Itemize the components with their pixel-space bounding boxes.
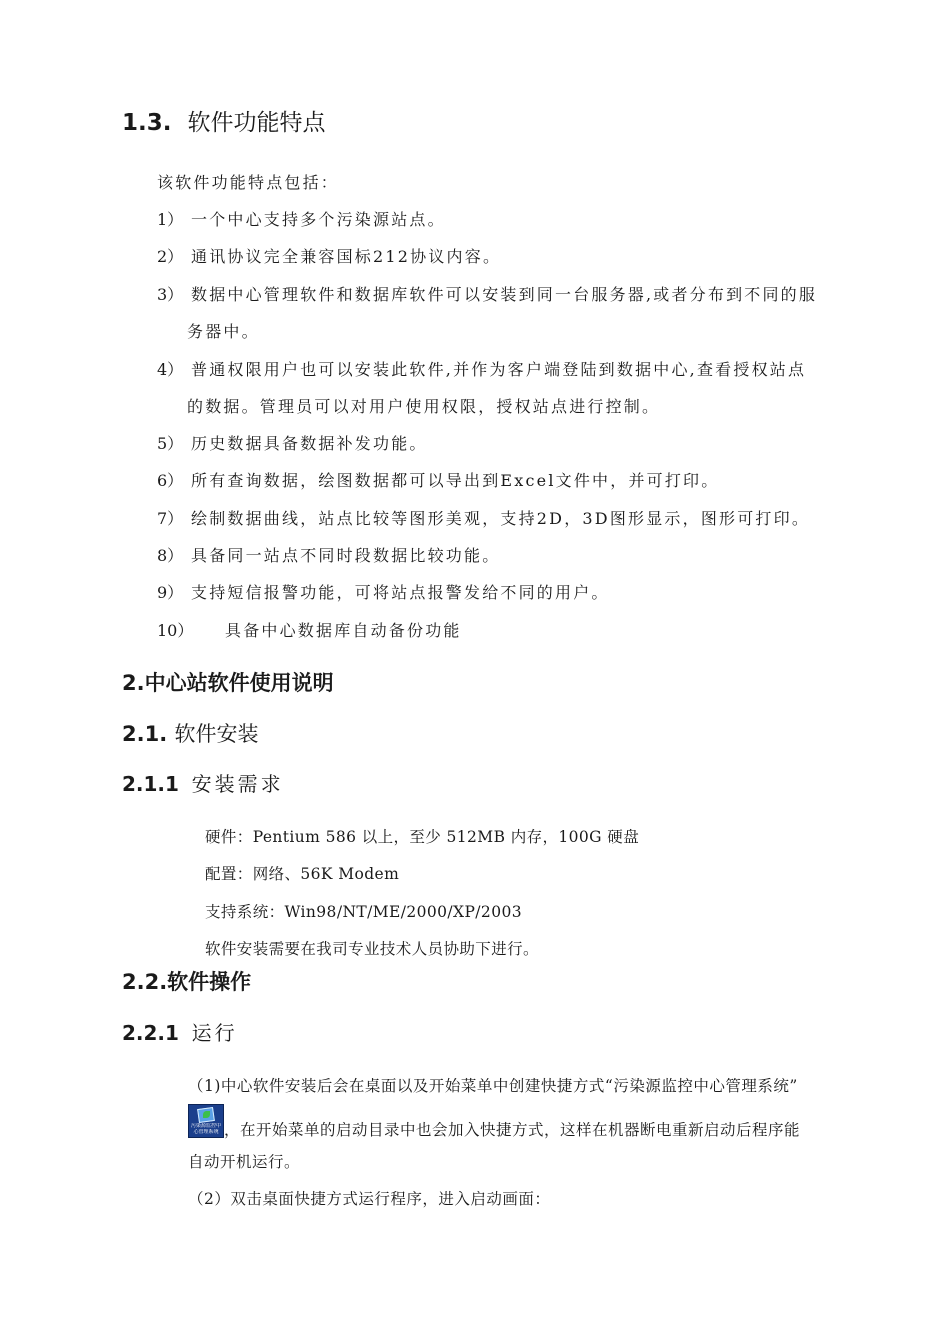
list-item: 6） 所有查询数据，绘图数据都可以导出到Excel文件中，并可打印。 — [157, 471, 720, 490]
features-intro: 该软件功能特点包括： — [157, 173, 340, 192]
run-paragraph-1-line-3: 自动开机运行。 — [188, 1153, 301, 1171]
list-item: 3） 数据中心管理软件和数据库软件可以安装到同一台服务器,或者分布到不同的服 — [157, 285, 818, 304]
icon-caption-line-1: 污染源监控中 — [190, 1123, 221, 1129]
list-item: 5） 历史数据具备数据补发功能。 — [157, 434, 428, 453]
list-item-continuation: 的数据。管理员可以对用户使用权限，授权站点进行控制。 — [187, 397, 661, 416]
section-2-heading: 2.中心站软件使用说明 — [122, 671, 334, 695]
list-item: 2） 通讯协议完全兼容国标212协议内容。 — [157, 247, 502, 266]
icon-caption-line-2: 心管理系统 — [193, 1129, 219, 1135]
section-2-2-1-heading: 2.2.1 运行 — [122, 1021, 238, 1045]
run-paragraph-1-line-2: ，在开始菜单的启动目录中也会加入快捷方式，这样在机器断电重新启动后程序能 — [224, 1121, 801, 1139]
list-item: 8） 具备同一站点不同时段数据比较功能。 — [157, 546, 501, 565]
list-item: 1） 一个中心支持多个污染源站点。 — [157, 210, 446, 229]
list-item: 10） 具备中心数据库自动备份功能 — [157, 621, 462, 640]
section-1-3-heading — [122, 104, 326, 137]
section-number: 1.3. — [122, 110, 172, 136]
run-paragraph-2: （2）双击桌面快捷方式运行程序，进入启动画面： — [188, 1190, 551, 1208]
run-paragraph-1-line-1: （1)中心软件安装后会在桌面以及开始菜单中创建快捷方式“污染源监控中心管理系统” — [188, 1077, 798, 1095]
section-2-2-heading: 2.2.软件操作 — [122, 970, 252, 994]
shortcut-app-icon — [188, 1104, 224, 1138]
requirement-note: 软件安装需要在我司专业技术人员协助下进行。 — [205, 940, 539, 958]
section-2-1-heading: 2.1. 软件安装 — [122, 722, 259, 746]
section-2-1-1-heading: 2.1.1 安装需求 — [122, 772, 284, 796]
requirement-os: 支持系统：Win98/NT/ME/2000/XP/2003 — [205, 903, 522, 921]
list-item-continuation: 务器中。 — [187, 322, 260, 341]
requirement-config: 配置：网络、56K Modem — [205, 865, 400, 883]
requirement-hardware: 硬件：Pentium 586 以上，至少 512MB 内存，100G 硬盘 — [205, 828, 640, 846]
list-item: 9） 支持短信报警功能，可将站点报警发给不同的用户。 — [157, 583, 610, 602]
list-item: 7） 绘制数据曲线，站点比较等图形美观，支持2D，3D图形显示，图形可打印。 — [157, 509, 811, 528]
list-item: 4） 普通权限用户也可以安装此软件,并作为客户端登陆到数据中心,查看授权站点 — [157, 360, 807, 379]
section-title: 软件功能特点 — [187, 110, 326, 136]
